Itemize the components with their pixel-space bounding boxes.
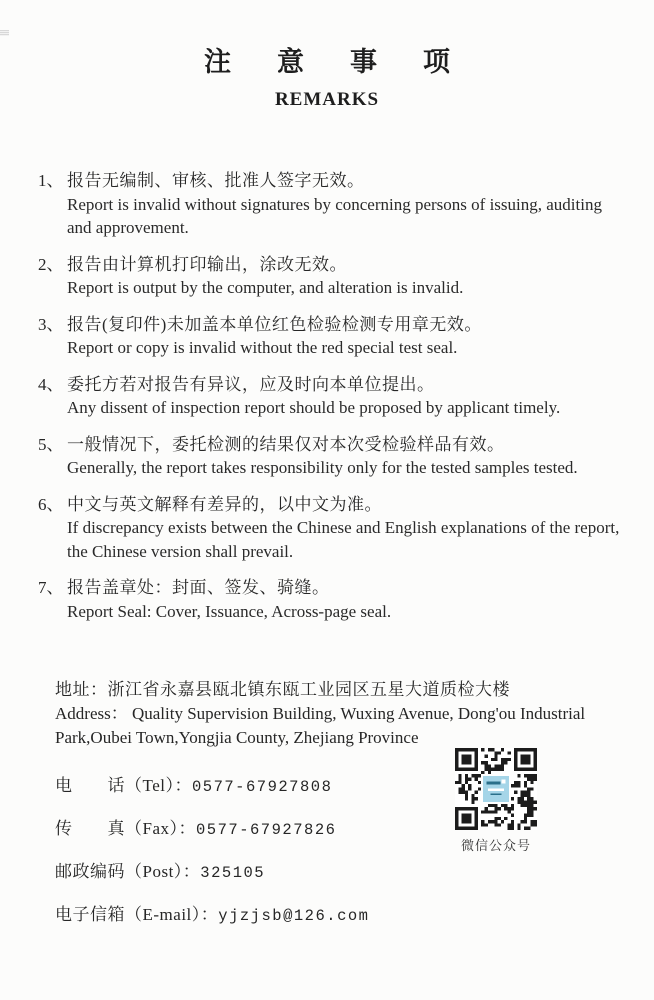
page-title-chinese: 注意事项: [204, 47, 496, 77]
item-text-english: Generally, the report takes responsibility only for the tested samples tested.: [67, 458, 578, 477]
item-text-chinese: 报告由计算机打印输出，涂改无效。: [67, 254, 347, 274]
item-number: 2、: [38, 254, 64, 274]
page-title-english: REMARKS: [274, 89, 380, 110]
list-item: [38, 313, 620, 360]
item-text-chinese: 报告无编制、审核、批准人签字无效。: [67, 171, 365, 190]
address-block: [55, 678, 620, 750]
remarks-list: [38, 169, 620, 623]
item-text-english: Report Seal: Cover, Issuance, Across-page seal.: [67, 601, 392, 621]
item-number: 5、: [38, 434, 64, 454]
email-value: yjzjsb@126.com: [218, 907, 370, 925]
item-text-chinese: 报告(复印件)未加盖本单位红色检验检测专用章无效。: [67, 314, 482, 334]
postcode-line: [55, 860, 620, 885]
postcode-value: 325105: [200, 864, 266, 882]
item-text-chinese: 一般情况下，委托检测的结果仅对本次受检验样品有效。: [67, 434, 505, 454]
fax-value: 0577-67927826: [196, 821, 337, 839]
item-text-english: Report is output by the computer, and alteration is invalid.: [67, 278, 464, 297]
item-text-english: Report is invalid without signatures by concerning persons of issuing, auditing and approvement.: [67, 194, 602, 237]
item-text-english: Report or copy is invalid without the red special test seal.: [67, 338, 458, 357]
wechat-qr-code-icon: [455, 748, 537, 830]
item-text-english: Any dissent of inspection report should be proposed by applicant timely.: [67, 398, 561, 417]
qr-caption: 微信公众号: [460, 838, 531, 853]
list-item: [38, 576, 620, 623]
address-english: Address： Quality Supervision Building, Wuxing Avenue, Dong'ou Industrial Park,Oubei Town,Yongjia County, Zhejiang Province: [55, 704, 586, 747]
item-text-english: If discrepancy exists between the Chinese and English explanations of the report, the Chinese version shall prevail.: [67, 518, 620, 561]
email-line: [55, 903, 620, 928]
list-item: [38, 373, 620, 420]
item-text-chinese: 中文与英文解释有差异的，以中文为准。: [67, 494, 382, 514]
list-item: [38, 493, 620, 564]
item-number: 4、: [38, 374, 64, 394]
wechat-qr-block: [453, 748, 539, 854]
telephone-label: 电 话（Tel）：: [55, 776, 192, 795]
item-number: 7、: [38, 578, 64, 597]
scan-artifact: [0, 30, 9, 36]
list-item: [38, 433, 620, 480]
item-text-chinese: 委托方若对报告有异议，应及时向本单位提出。: [67, 374, 435, 394]
item-number: 3、: [38, 314, 64, 334]
fax-label: 传 真（Fax）：: [55, 819, 196, 838]
list-item: [38, 169, 620, 240]
email-label: 电子信箱（E-mail）：: [55, 905, 219, 924]
item-number: 1、: [38, 171, 64, 190]
address-chinese: 地址：浙江省永嘉县瓯北镇东瓯工业园区五星大道质检大楼: [55, 680, 510, 699]
item-number: 6、: [38, 494, 64, 514]
postcode-label: 邮政编码（Post）：: [55, 862, 201, 881]
item-text-chinese: 报告盖章处：封面、签发、骑缝。: [67, 578, 330, 597]
telephone-value: 0577-67927808: [191, 778, 333, 796]
list-item: [38, 253, 620, 300]
